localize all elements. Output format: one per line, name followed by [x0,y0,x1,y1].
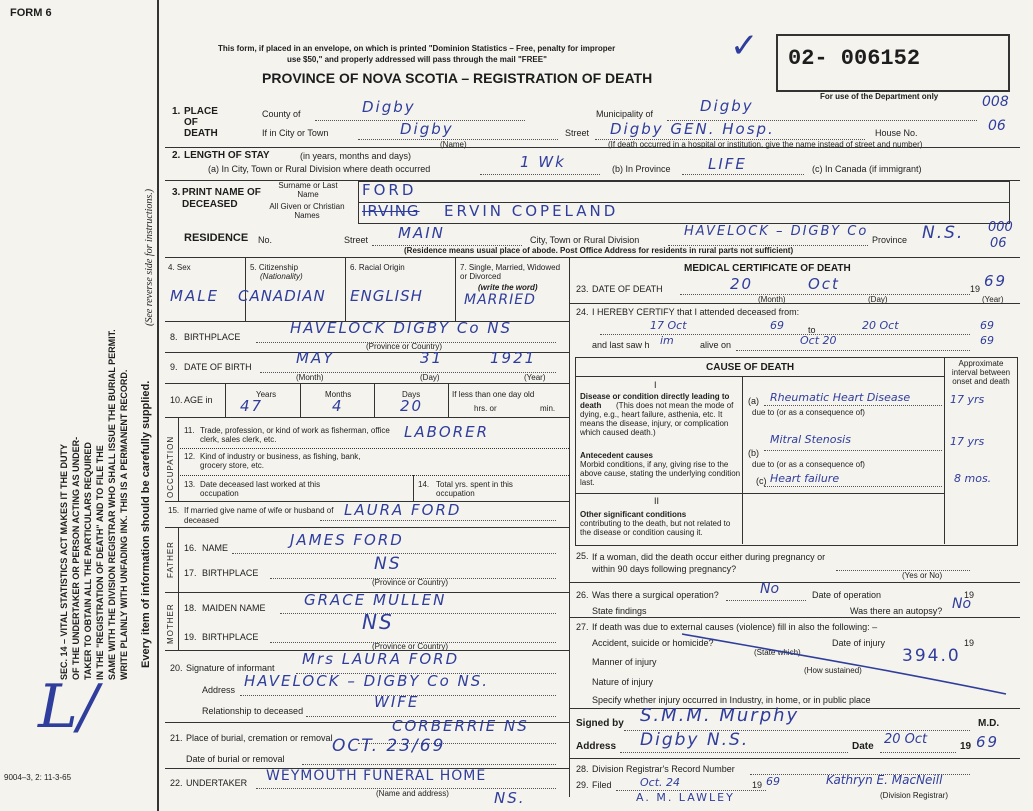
signed-date-label: Date [852,741,874,752]
antecedent-note: Morbid conditions, if any, giving rise to the above cause, stating the underlying condition last. [580,460,741,487]
cause-b-value: Mitral Stenosis [770,433,851,446]
cause-b-interval: 17 yrs [950,435,985,448]
signer-address-value: Digby N.S. [640,730,750,750]
signed-by-label: Signed by [576,718,624,729]
filed-date: Oct. 24 [640,776,681,789]
alive-on-year: 69 [980,334,994,347]
part-two-label: II [654,496,660,506]
disease-label: Disease or condition directly leading to death [580,392,730,410]
residence-street-value: MAIN [398,224,445,242]
filed-year-prefix: 19 [752,780,763,790]
q27-label: If death was due to external causes (violence) fill in also the following: – [592,622,878,632]
undertaker-label: UNDERTAKER [186,778,248,788]
q24-label: I HEREBY CERTIFY that I attended deceased from: [592,307,800,317]
q27-number: 27. [576,622,589,632]
disease-note: (This does not mean the mode of dying, e.g., heart failure, asthenia, etc. It means the disease, injury, or complication which caused death.) [580,401,734,437]
q11-value: LABORER [404,423,490,441]
city-name-caption: (Name) [440,140,467,149]
stay-c-label: (c) In Canada (if immigrant) [812,164,922,174]
stay-label: LENGTH OF STAY [184,150,270,161]
death-year: 69 [984,272,1008,290]
father-name-number: 16. [184,543,197,553]
cause-b-due-to: due to (or as a consequence of) [752,460,865,469]
dob-month: MAY [296,349,335,367]
attended-to-label: to [808,325,816,335]
injury-date-label: Date of injury [832,638,886,648]
signed-year: 69 [976,733,1000,751]
stay-a-label: (a) In City, Town or Rural Division where death occurred [208,164,431,174]
racial-origin-label: 6. Racial Origin [350,263,405,272]
signed-year-prefix: 19 [960,741,972,752]
dob-year-caption: (Year) [524,373,546,382]
stay-b-value: LIFE [708,155,747,173]
undertaker-caption: (Name and address) [376,789,449,798]
medical-header: MEDICAL CERTIFICATE OF DEATH [684,263,851,274]
dob-year: 1921 [490,349,537,367]
autopsy-label: Was there an autopsy? [850,606,943,616]
left-border [157,0,159,811]
residence-city-value: HAVELOCK – DIGBY Co [684,224,869,239]
mother-side-label: MOTHER [166,603,175,644]
street-value: Digby GEN. Hosp. [610,120,775,138]
age-number: 10. [170,395,183,405]
signer-address-label: Address [576,741,617,752]
city-value: Digby [400,120,454,138]
undertaker-value: WEYMOUTH FUNERAL HOME [266,768,487,784]
cause-a-value: Rheumatic Heart Disease [770,391,911,404]
department-code-place-b: 06 [988,118,1006,134]
registrar-caption: (Division Registrar) [880,791,949,800]
age-hrs-label: hrs. or [474,404,497,413]
registrar-signature: Kathryn E. MacNeill [826,773,943,787]
residence-city-label: City, Town or Rural Division [530,235,640,245]
surname-value: FORD [362,181,417,199]
birthplace-number: 8. [170,332,178,342]
sex-value: MALE [170,287,220,305]
marital-sub-label: (write the word) [478,283,538,292]
burial-date-label: Date of burial or removal [186,754,285,764]
dob-month-caption: (Month) [296,373,324,382]
given-names-struck: IRVING [362,202,420,220]
death-year-caption: (Year) [982,295,1004,304]
q23-number: 23. [576,284,589,294]
classification-code: 394.0 [902,646,961,666]
autopsy-value: No [952,596,972,612]
q11-label: Trade, profession, or kind of work as fisherman, office clerk, sales clerk, etc. [200,426,390,444]
operation-year-prefix: 19 [964,590,975,600]
q14-label: Total yrs. spent in this occupation [436,480,513,498]
name-number: 3. [172,187,181,198]
age-months-label: Months [325,390,352,399]
alive-on-value: Oct 20 [800,334,837,347]
given-names-value: ERVIN COPELAND [444,202,619,220]
department-use-note: For use of the Department only [820,92,939,101]
supply-note: Every item of information should be carefully supplied. [140,380,152,668]
cause-c-interval: 8 mos. [954,472,992,485]
age-years-label: Years [256,390,277,399]
residence-province-label: Province [872,235,908,245]
informant-number: 20. [170,663,183,673]
injury-year-prefix: 19 [964,638,975,648]
occupation-side-label: OCCUPATION [166,435,175,498]
q29-number: 29. [576,780,589,790]
dob-day: 31 [420,349,444,367]
racial-origin-value: ENGLISH [350,287,423,305]
birthplace-value: HAVELOCK DIGBY Co NS [290,319,513,337]
envelope-note-2: use $50," and properly addressed will pass through the mail "FREE" [287,55,547,64]
age-less-label: If less than one day old [452,390,535,399]
q23-label: DATE OF DEATH [592,284,663,294]
q26-value: No [760,581,780,597]
alive-on-label: alive on [700,340,732,350]
q13-number: 13. [184,480,196,489]
municipality-value: Digby [700,97,754,115]
name-label: PRINT NAME OF DECEASED [182,187,261,210]
q25-label: If a woman, did the death occur either during pregnancy or within 90 days following pregnancy? [592,552,826,574]
spouse-value: LAURA FORD [344,501,462,519]
signed-by-value: S.M.M. Murphy [640,705,800,726]
informant-sig-value: Mrs LAURA FORD [302,650,460,668]
accident-label: Accident, suicide or homicide? [592,638,714,648]
dob-number: 9. [170,362,178,372]
q12-label: Kind of industry or business, as fishing, bank, grocery store, etc. [200,452,361,470]
nature-label: Nature of injury [592,677,654,687]
street-label: Street [565,128,590,138]
death-month-caption: (Month) [758,295,786,304]
age-days-value: 20 [400,397,424,415]
md-label: M.D. [978,718,1000,729]
death-day-caption: (Day) [868,295,888,304]
last-saw-pronoun: im [660,334,674,347]
undertaker-number: 22. [170,778,183,788]
department-code-res-a: 000 [988,220,1013,235]
death-year-prefix: 19 [970,284,981,294]
stay-a-value: 1 Wk [520,153,566,171]
citizenship-label: 5. Citizenship [250,263,299,272]
cause-c-marker: (c) [756,476,767,486]
attended-from: 17 Oct [650,319,687,332]
house-label: House No. [875,128,918,138]
antecedent-label: Antecedent causes [580,451,653,460]
birthplace-label: BIRTHPLACE [184,332,241,342]
q25-caption: (Yes or No) [902,571,943,580]
residence-province-value: N.S. [922,223,965,243]
filed-year: 69 [766,775,780,788]
informant-rel-label: Relationship to deceased [202,706,304,716]
marital-label: 7. Single, Married, Widowed or Divorced [460,263,561,281]
father-side-label: FATHER [166,541,175,578]
department-code-res-b: 06 [990,236,1007,251]
cause-b-marker: (b) [748,448,759,458]
mother-bp-number: 19. [184,632,197,642]
marital-value: MARRIED [464,292,536,308]
mother-bp-label: BIRTHPLACE [202,632,259,642]
dob-label: DATE OF BIRTH [184,362,252,372]
cause-c-value: Heart failure [770,472,840,485]
how-sustained-caption: (How sustained) [804,666,862,675]
q24-number: 24. [576,307,589,317]
father-bp-number: 17. [184,568,197,578]
surname-label: Surname or Last Name [278,181,338,199]
hospital-note: (If death occurred in a hospital or institution, give the name instead of street and number) [608,140,923,149]
citizenship-value: CANADIAN [238,287,326,305]
registration-number: 02- 006152 [788,46,921,71]
sex-label: 4. Sex [168,263,191,272]
check-mark: ✓ [730,27,759,65]
diagonal-strike-line [680,628,1010,698]
birthplace-caption: (Province or Country) [366,342,443,351]
q28-number: 28. [576,764,589,774]
father-bp-label: BIRTHPLACE [202,568,259,578]
city-label: If in City or Town [262,128,329,138]
q13-label: Date deceased last worked at this occupation [200,480,321,498]
form-print-code: 9004–3, 2: 11-3-65 [4,773,72,782]
attended-to-year: 69 [980,319,994,332]
q11-number: 11. [184,426,195,435]
given-names-label: All Given or Christian Names [269,202,345,220]
age-years-value: 47 [240,397,264,415]
death-month: 20 [730,275,754,293]
mother-bp-value: NS [362,610,394,634]
q25-number: 25. [576,551,589,561]
citizenship-sub-label: (Nationality) [260,272,303,281]
department-code-place-a: 008 [982,94,1009,110]
other-conditions-note: contributing to the death, but not related to the disease or condition causing it. [580,519,731,537]
spouse-label: If married give name of wife or husband of deceased [184,506,334,525]
mother-maiden-number: 18. [184,603,197,613]
place-number: 1. [172,106,181,117]
attended-from-year: 69 [770,319,784,332]
burial-date-value: OCT. 23/69 [332,736,446,756]
age-min-label: min. [540,404,556,413]
cause-a-due-to: due to (or as a consequence of) [752,408,865,417]
place-label: PLACE OF DEATH [184,106,218,139]
residence-no-label: No. [258,235,273,245]
father-bp-caption: (Province or Country) [372,578,449,587]
age-label: AGE in [184,395,213,405]
q29-label: Filed [592,780,612,790]
mother-maiden-label: MAIDEN NAME [202,603,266,613]
age-months-value: 4 [332,397,344,415]
q12-number: 12. [184,452,196,461]
burial-place-label: Place of burial, cremation or removal [186,733,333,743]
surname-box [358,181,1010,203]
age-days-label: Days [402,390,421,399]
statute-side-text: SEC. 14 – VITAL STATISTICS ACT MAKES IT THE DUTY OF THE UNDERTAKER OR PERSON ACTING AS UNDER- TAKER TO OBTAIN ALL THE PARTICULARS REQUIRED IN THE "REGISTRATION OF DEATH" AND TO FILE THE SAME WITH THE DIVISION REGISTRAR WHO SHALL ISSUE THE BURIAL PERMIT. WRITE PLAINLY WITH UNFADING INK. THIS IS A PERMANENT RECORD. [59,329,129,680]
informant-addr-label: Address [202,685,236,695]
form-number: FORM 6 [10,7,52,19]
other-conditions-label: Other significant conditions [580,510,687,519]
father-bp-value: NS [374,554,402,574]
informant-sig-label: Signature of informant [186,663,275,673]
q14-number: 14. [418,480,430,489]
residence-note: (Residence means usual place of abode. Post Office Address for residents in rural parts not sufficient) [404,246,794,255]
cause-a-interval: 17 yrs [950,393,985,406]
spouse-number: 15. [168,506,180,515]
residence-street-label: Street [344,235,369,245]
residence-label: RESIDENCE [184,232,249,244]
death-day: Oct [808,275,840,293]
findings-label: State findings [592,606,647,616]
stay-number: 2. [172,150,181,161]
q28-label: Division Registrar's Record Number [592,764,735,774]
attended-to: 20 Oct [862,319,899,332]
undertaker-extra: NS. [494,789,526,807]
stay-sub-label: (in years, months and days) [300,151,412,161]
operation-date-label: Date of operation [812,590,882,600]
bottom-stamp: A. M. LAWLEY [636,791,735,804]
county-value: Digby [362,98,416,116]
signed-date-value: 20 Oct [884,732,928,747]
stay-b-label: (b) In Province [612,164,671,174]
manner-label: Manner of injury [592,657,657,667]
municipality-label: Municipality of [596,109,654,119]
dob-day-caption: (Day) [420,373,440,382]
mother-bp-caption: (Province or Country) [372,642,449,651]
state-which-caption: (State which) [754,648,801,657]
father-name-value: JAMES FORD [290,531,404,549]
cause-header: CAUSE OF DEATH [706,362,795,373]
interval-label: Approximate interval between onset and death [951,359,1011,386]
specify-label: Specify whether injury occurred in Industry, in home, or in public place [592,695,871,705]
margin-initial: L/ [38,672,99,742]
envelope-note-1: This form, if placed in an envelope, on which is printed "Dominion Statistics – Free, penalty for improper [218,44,616,53]
q26-label: Was there a surgical operation? [592,590,719,600]
q26-number: 26. [576,590,589,600]
mother-maiden-value: GRACE MULLEN [304,591,447,609]
county-label: County of [262,109,301,119]
last-saw-label: and last saw h [592,340,650,350]
informant-addr-value: HAVELOCK – DIGBY Co NS. [244,672,490,690]
registration-number-box [776,34,1010,92]
cause-a-marker: (a) [748,396,759,406]
part-one-label: I [654,380,657,390]
informant-rel-value: WIFE [374,693,420,711]
instructions-note: (See reverse side for instructions.) [144,188,155,326]
form-title: PROVINCE OF NOVA SCOTIA – REGISTRATION OF DEATH [262,70,653,86]
father-name-label: NAME [202,543,229,553]
burial-place-value: CORBERRIE NS [392,717,529,735]
burial-number: 21. [170,733,183,743]
